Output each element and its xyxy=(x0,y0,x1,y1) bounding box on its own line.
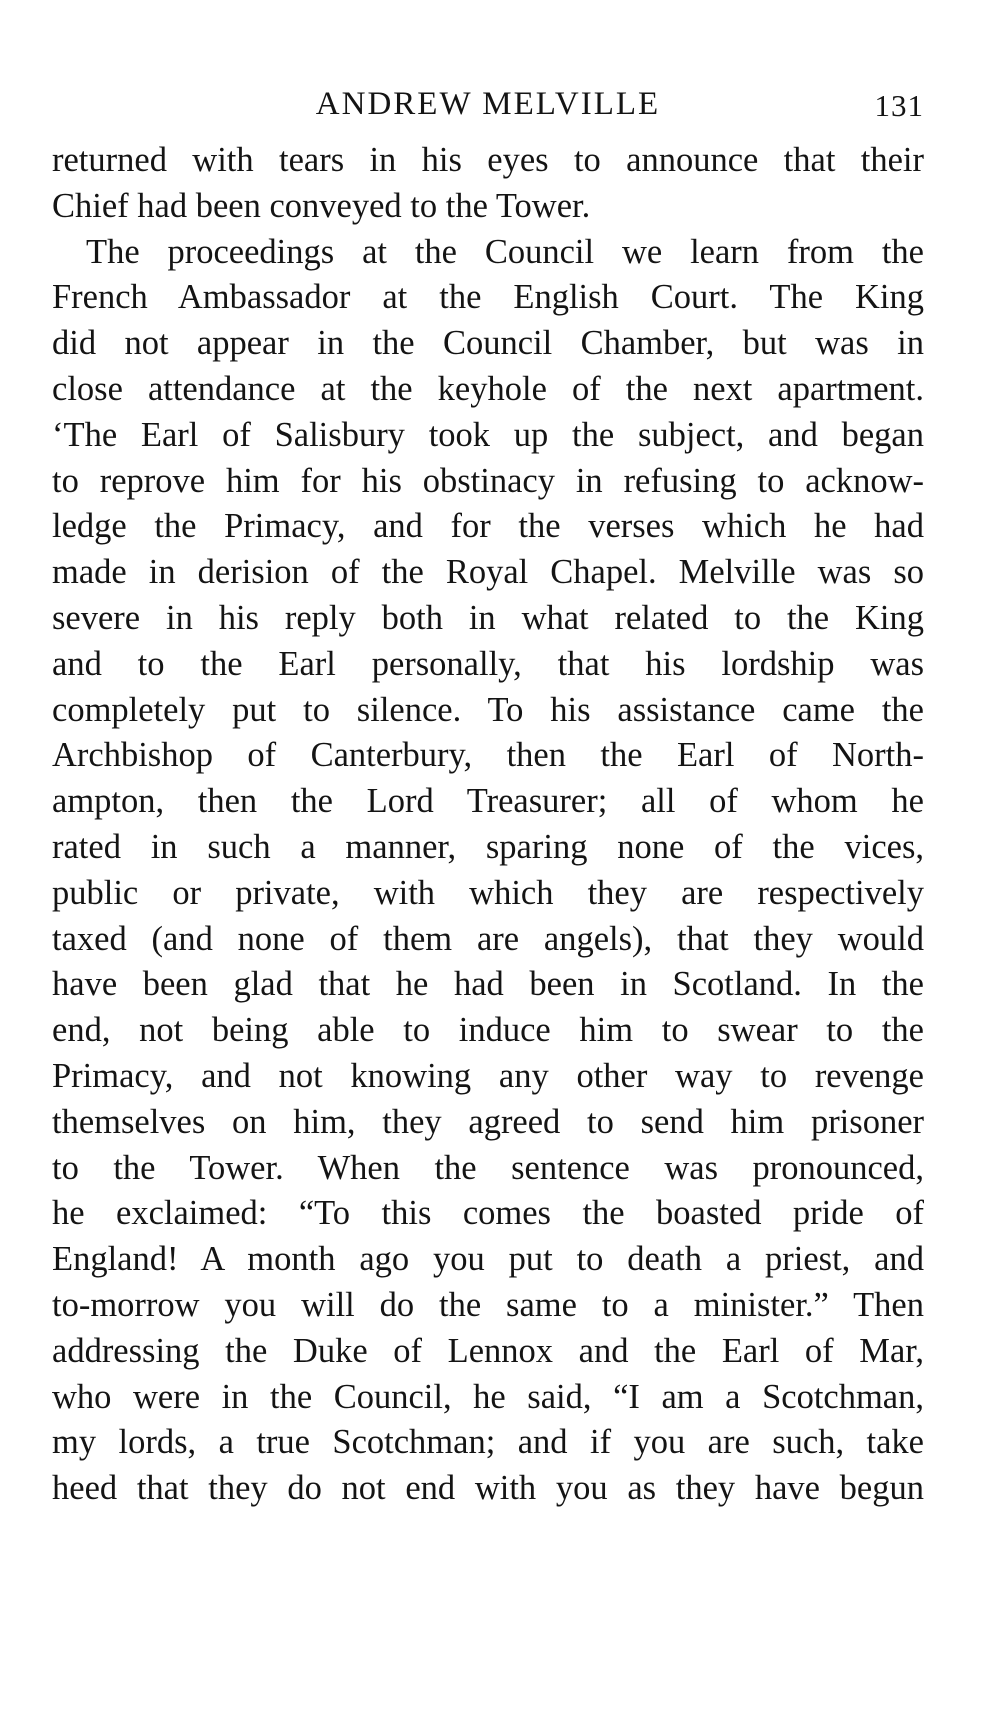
text-line: ledge the Primacy, and for the verses which he had xyxy=(52,507,924,546)
text-line: completely put to silence. To his assistance came the xyxy=(52,690,924,729)
text-line: to reprove him for his obstinacy in refusing to acknow- xyxy=(52,461,924,500)
text-line: addressing the Duke of Lennox and the Earl of Mar, xyxy=(52,1331,924,1370)
text-line: Archbishop of Canterbury, then the Earl of North- xyxy=(52,736,924,775)
text-line: heed that they do not end with you as they have begun xyxy=(52,1469,924,1508)
text-line: England! A month ago you put to death a priest, and xyxy=(52,1240,924,1279)
text-line: French Ambassador at the English Court. The King xyxy=(52,278,924,317)
text-line: severe in his reply both in what related to the King xyxy=(52,598,924,637)
text-line: returned with tears in his eyes to announce that their xyxy=(52,141,924,179)
paragraph-council-proceedings xyxy=(52,230,924,1512)
text-line: have been glad that he had been in Scotland. In the xyxy=(52,965,924,1004)
text-line: Primacy, and not knowing any other way to revenge xyxy=(52,1056,924,1095)
text-line: Chief had been conveyed to the Tower. xyxy=(52,186,591,225)
text-line: ‘The Earl of Salisbury took up the subject, and began xyxy=(52,415,924,454)
text-line: themselves on him, they agreed to send him prisoner xyxy=(52,1102,924,1141)
running-title: ANDREW MELVILLE xyxy=(315,86,661,122)
text-line: ampton, then the Lord Treasurer; all of whom he xyxy=(52,782,924,821)
text-line: The proceedings at the Council we learn from the xyxy=(86,232,924,271)
text-line: did not appear in the Council Chamber, but was in xyxy=(52,324,924,363)
text-line: close attendance at the keyhole of the next apartment. xyxy=(52,369,924,408)
text-line: he exclaimed: “To this comes the boasted pride of xyxy=(52,1194,924,1233)
body-text xyxy=(52,138,924,1512)
text-line: made in derision of the Royal Chapel. Melville was so xyxy=(52,553,924,592)
text-line: who were in the Council, he said, “I am a Scotchman, xyxy=(52,1377,924,1416)
text-line: end, not being able to induce him to swear to the xyxy=(52,1011,924,1050)
text-line: public or private, with which they are respectively xyxy=(52,873,924,912)
text-line: to the Tower. When the sentence was pronounced, xyxy=(52,1148,924,1187)
page-number: 131 xyxy=(874,88,924,123)
paragraph-continued xyxy=(52,138,924,230)
text-line: taxed (and none of them are angels), that they would xyxy=(52,919,924,958)
text-line: to-morrow you will do the same to a minister.” Then xyxy=(52,1285,924,1324)
running-head xyxy=(52,84,924,124)
text-line: rated in such a manner, sparing none of the vices, xyxy=(52,827,924,866)
text-line: and to the Earl personally, that his lordship was xyxy=(52,644,924,683)
text-line: my lords, a true Scotchman; and if you are such, take xyxy=(52,1423,924,1462)
